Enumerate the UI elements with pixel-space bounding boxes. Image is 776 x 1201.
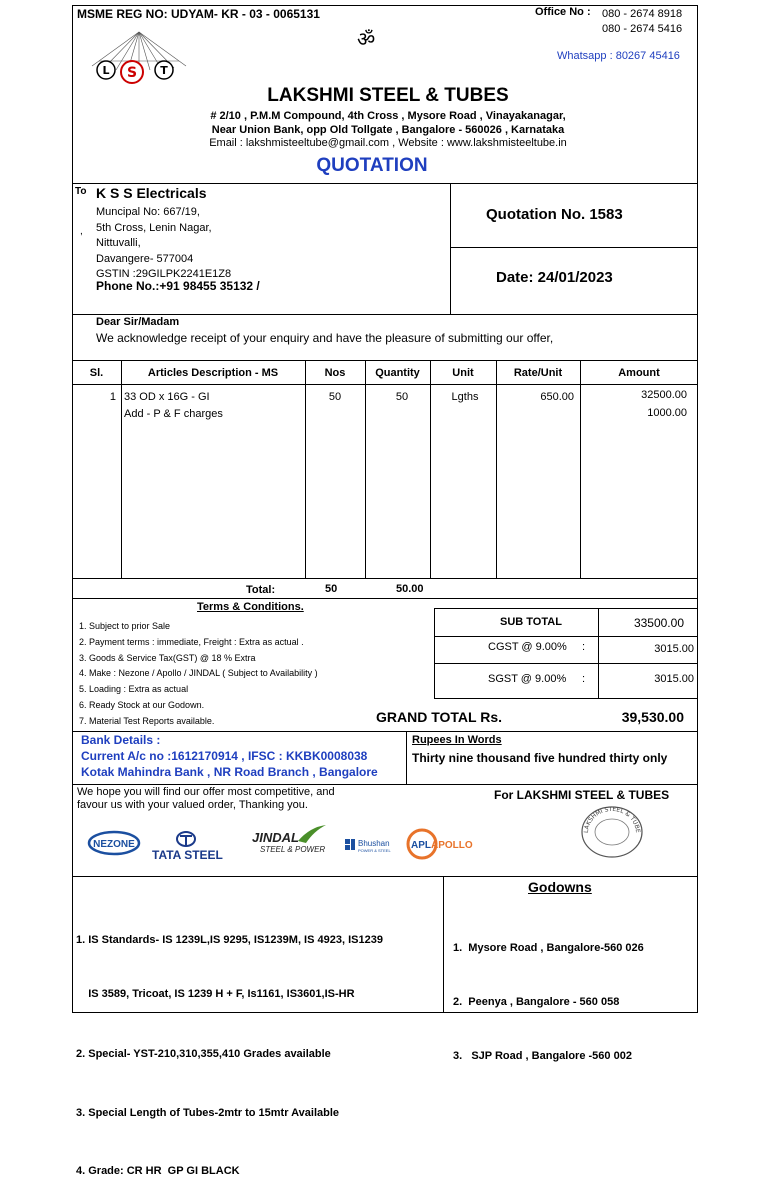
logo-letter-s: S xyxy=(126,65,138,81)
godowns-list xyxy=(453,903,644,1083)
godown-item: 3. SJP Road , Bangalore -560 002 xyxy=(453,1050,632,1062)
tata-steel-text: TATA STEEL xyxy=(152,848,223,862)
customer-phone: Phone No.:+91 98455 35132 / xyxy=(96,279,260,293)
office-phone-1: 080 - 2674 8918 xyxy=(602,8,683,20)
bank-branch: Kotak Mahindra Bank , NR Road Branch , Bangalore xyxy=(81,765,378,779)
godowns-title: Godowns xyxy=(528,879,592,895)
nezone-logo xyxy=(87,830,141,856)
sub-total-label: SUB TOTAL xyxy=(500,616,562,628)
terms-item: 6. Ready Stock at our Godown. xyxy=(79,699,205,710)
company-logo xyxy=(84,28,194,88)
seal-text: LAKSHMI STEEL & TUBE xyxy=(582,805,642,834)
address-line-2: Near Union Bank, opp Old Tollgate , Bangalore - 560026 , Karnataka xyxy=(211,124,565,136)
col-header-sl: Sl. xyxy=(89,367,104,379)
company-seal xyxy=(578,803,646,859)
address-line-1: # 2/10 , P.M.M Compound, 4th Cross , Mysore Road , Vinayakanagar, xyxy=(210,110,566,122)
intro-text: We acknowledge receipt of your enquiry and have the pleasure of submitting our offer, xyxy=(96,331,554,345)
rule-cgst xyxy=(434,663,698,664)
sgst-value: 3015.00 xyxy=(654,673,694,685)
for-company: For LAKSHMI STEEL & TUBES xyxy=(494,788,670,802)
rule-subtotal-top xyxy=(434,608,698,609)
row-sl: 1 xyxy=(109,391,116,403)
customer-name: K S S Electricals xyxy=(96,185,207,201)
col-header-rate: Rate/Unit xyxy=(513,367,563,379)
row-rate: 650.00 xyxy=(540,391,574,403)
quotation-number: Quotation No. 1583 xyxy=(486,206,623,223)
closing-line-1: We hope you will find our offer most competitive, and xyxy=(77,786,335,798)
cgst-value: 3015.00 xyxy=(654,643,694,655)
office-phone-2: 080 - 2674 5416 xyxy=(602,23,683,35)
to-label: To xyxy=(75,186,87,197)
godown-item: 2. Peenya , Bangalore - 560 058 xyxy=(453,996,620,1008)
terms-item: 2. Payment terms : immediate, Freight : Extra as actual . xyxy=(79,636,304,647)
row-unit: Lgths xyxy=(451,391,479,403)
row-description-2: Add - P & F charges xyxy=(124,408,223,420)
grand-total-value: 39,530.00 xyxy=(621,709,684,725)
rupees-words-label: Rupees In Words xyxy=(412,734,502,746)
jindal-logo xyxy=(248,823,330,855)
company-name: LAKSHMI STEEL & TUBES xyxy=(267,85,509,106)
terms-item: 5. Loading : Extra as actual xyxy=(79,684,189,695)
apollo-text: APOLLO xyxy=(431,840,473,851)
col-header-unit: Unit xyxy=(452,367,474,379)
rule-table-body xyxy=(72,578,698,579)
cgst-label: CGST @ 9.00% xyxy=(488,641,567,653)
logo-letter-l: L xyxy=(102,64,110,77)
rule-bank xyxy=(72,784,698,785)
vrule-totals-left xyxy=(434,608,435,698)
standards-item: 1. IS Standards- IS 1239L,IS 9295, IS1239M, IS 4923, IS1239 xyxy=(76,934,383,946)
to-comma: , xyxy=(80,226,83,237)
customer-address-line: Muncipal No: 667/19, xyxy=(96,206,200,218)
terms-title: Terms & Conditions. xyxy=(197,601,304,613)
terms-item: 7. Material Test Reports available. xyxy=(79,715,215,726)
vrule-bank-words xyxy=(406,731,407,784)
total-nos: 50 xyxy=(325,583,338,595)
rule-grand xyxy=(72,731,698,732)
msme-reg: MSME REG NO: UDYAM- KR - 03 - 0065131 xyxy=(77,7,320,21)
total-quantity: 50.00 xyxy=(396,583,424,595)
rule-customer xyxy=(72,314,698,315)
quotation-date: Date: 24/01/2023 xyxy=(496,269,613,286)
logo-letter-t: T xyxy=(160,64,168,77)
customer-address-line: 5th Cross, Lenin Nagar, xyxy=(96,221,212,234)
rule-closing xyxy=(72,876,698,877)
bank-account: Current A/c no :1612170914 , IFSC : KKBK0008038 xyxy=(81,749,368,763)
document-title: QUOTATION xyxy=(316,155,428,176)
apl-text: APL xyxy=(411,840,431,851)
standards-item: 4. Grade: CR HR GP GI BLACK xyxy=(76,1165,240,1177)
apl-apollo-logo xyxy=(406,828,478,860)
jindal-subtext: STEEL & POWER xyxy=(260,845,326,854)
col-header-description: Articles Description - MS xyxy=(147,367,279,379)
row-amount-1: 32500.00 xyxy=(641,389,687,401)
row-amount-2: 1000.00 xyxy=(647,407,687,419)
row-quantity: 50 xyxy=(395,391,409,403)
rule-table-header xyxy=(72,384,698,385)
vrule-col-sl xyxy=(121,360,122,578)
col-header-nos: Nos xyxy=(324,367,346,379)
salutation: Dear Sir/Madam xyxy=(96,316,180,328)
terms-list xyxy=(79,619,318,730)
bhushan-logo xyxy=(344,836,402,854)
rupees-words-text: Thirty nine thousand five hundred thirty only xyxy=(412,751,668,765)
customer-address-line: Davangere- 577004 xyxy=(96,252,194,265)
rule-total xyxy=(72,598,698,599)
rule-header xyxy=(72,183,698,184)
row-nos: 50 xyxy=(328,391,342,403)
sgst-colon: : xyxy=(582,673,586,685)
office-label: Office No : xyxy=(535,6,591,18)
rule-sgst xyxy=(434,698,698,699)
standards-item: IS 3589, Tricoat, IS 1239 H + F, Is1161, IS3601,IS-HR xyxy=(76,988,355,1000)
bhushan-subtext: POWER & STEEL xyxy=(358,848,391,853)
standards-list xyxy=(76,894,383,1201)
customer-gstin: GSTIN :29GILPK2241E1Z8 xyxy=(96,268,232,280)
bhushan-text: Bhushan xyxy=(358,839,390,848)
terms-item: 1. Subject to prior Sale xyxy=(79,621,171,631)
closing-line-2: favour us with your valued order, Thanking you. xyxy=(77,799,308,811)
customer-address xyxy=(96,205,231,283)
nezone-text: NEZONE xyxy=(93,839,135,850)
sgst-label: SGST @ 9.00% xyxy=(488,673,567,685)
terms-item: 4. Make : Nezone / Apollo / JINDAL ( Subject to Availability ) xyxy=(79,668,318,679)
total-label: Total: xyxy=(246,584,276,596)
row-description-1: 33 OD x 16G - GI xyxy=(124,391,210,403)
col-header-amount: Amount xyxy=(618,367,660,379)
vrule-quote-box xyxy=(450,183,451,314)
grand-total-label: GRAND TOTAL Rs. xyxy=(376,709,503,725)
bank-title: Bank Details : xyxy=(81,733,161,747)
godown-item: 1. Mysore Road , Bangalore-560 026 xyxy=(453,942,644,954)
sub-total-value: 33500.00 xyxy=(633,616,684,630)
rule-quote-box xyxy=(450,247,698,248)
col-header-quantity: Quantity xyxy=(375,367,420,379)
standards-item: 3. Special Length of Tubes-2mtr to 15mtr Available xyxy=(76,1106,340,1119)
vrule-standards-godowns xyxy=(443,876,444,1013)
rule-intro xyxy=(72,360,698,361)
customer-address-line: Nittuvalli, xyxy=(96,237,141,249)
terms-item: 3. Goods & Service Tax(GST) @ 18 % Extra xyxy=(79,652,256,663)
cgst-colon: : xyxy=(582,641,586,653)
om-symbol: ॐ xyxy=(357,27,376,51)
standards-item: 2. Special- YST-210,310,355,410 Grades available xyxy=(76,1048,331,1060)
whatsapp-number: Whatsapp : 80267 45416 xyxy=(557,50,680,62)
contact-line: Email : lakshmisteeltube@gmail.com , Website : www.lakshmisteeltube.in xyxy=(209,137,567,149)
rule-subtotal-bottom xyxy=(434,636,698,637)
jindal-text: JINDAL xyxy=(252,830,299,845)
tata-steel-logo xyxy=(152,830,236,862)
